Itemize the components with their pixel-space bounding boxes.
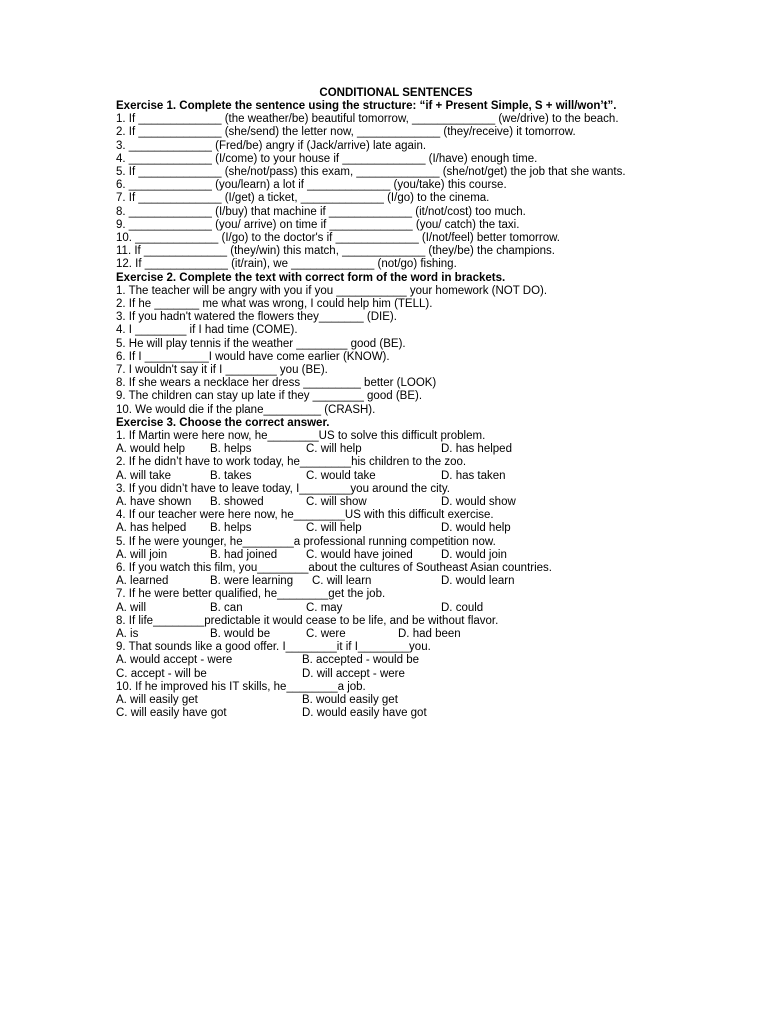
answer-options-row [116, 496, 656, 509]
exercise-2-list [116, 285, 656, 417]
exercise-1-item: 12. If _____________ (it/rain), we _____________ (not/go) fishing. [116, 258, 457, 271]
answer-option[interactable]: A. will easily get [116, 693, 198, 706]
exercise-2-heading: Exercise 2. Complete the text with correct form of the word in brackets. [116, 271, 506, 284]
exercise-2-item: 6. If I __________I would have come earlier (KNOW). [116, 350, 390, 363]
answer-option[interactable]: A. would accept - were [116, 654, 233, 667]
answer-option[interactable]: C. may [306, 601, 343, 614]
exercise-2-item: 2. If he _______ me what was wrong, I could help him (TELL). [116, 298, 433, 311]
answer-option[interactable]: D. could [441, 601, 484, 614]
answer-option[interactable]: A. learned [116, 575, 169, 588]
answer-option[interactable]: A. will join [116, 548, 168, 561]
answer-option[interactable]: C. would have joined [306, 548, 413, 561]
answer-option[interactable]: C. accept - will be [116, 667, 207, 680]
exercise-1-item: 5. If _____________ (she/not/pass) this exam, _____________ (she/not/get) the job that she wants. [116, 166, 626, 179]
exercise-1-item: 8. _____________ (I/buy) that machine if _____________ (it/not/cost) too much. [116, 205, 526, 218]
exercise-2-item: 7. I wouldn't say it if I ________ you (BE). [116, 364, 328, 377]
exercise-1-item: 1. If _____________ (the weather/be) beautiful tomorrow, _____________ (we/drive) to the beach. [116, 113, 619, 126]
answer-option[interactable]: D. would help [441, 522, 511, 535]
question-text: 3. If you didn’t have to leave today, I________you around the city. [116, 482, 450, 495]
exercise-3-list [116, 430, 656, 720]
answer-option[interactable]: B. had joined [210, 548, 278, 561]
exercise-2-item: 8. If she wears a necklace her dress _________ better (LOOK) [116, 377, 437, 390]
exercise-1-list [116, 113, 656, 271]
exercise-1-item: 2. If _____________ (she/send) the letter now, _____________ (they/receive) it tomorrow. [116, 126, 576, 139]
exercise-1-item: 6. _____________ (you/learn) a lot if _____________ (you/take) this course. [116, 179, 507, 192]
answer-option[interactable]: C. will learn [312, 575, 372, 588]
answer-option[interactable]: A. has helped [116, 522, 187, 535]
answer-option[interactable]: D. will accept - were [302, 667, 405, 680]
exercise-1-item: 4. _____________ (I/come) to your house if _____________ (I/have) enough time. [116, 152, 538, 165]
exercise-1-item: 3. _____________ (Fred/be) angry if (Jack/arrive) late again. [116, 139, 427, 152]
worksheet-content [116, 86, 656, 720]
answer-option[interactable]: D. has helped [441, 443, 512, 456]
answer-options-row [116, 470, 656, 483]
exercise-2-item: 10. We would die if the plane_________ (CRASH). [116, 403, 376, 416]
answer-options-row [116, 575, 656, 588]
answer-option[interactable]: C. will easily have got [116, 707, 227, 720]
answer-option[interactable]: C. will help [306, 443, 362, 456]
question-text: 2. If he didn’t have to work today, he________his children to the zoo. [116, 456, 467, 469]
answer-option[interactable]: A. will [116, 601, 147, 614]
question-text: 9. That sounds like a good offer. I________it if I________you. [116, 641, 431, 654]
answer-option[interactable]: B. helps [210, 522, 252, 535]
answer-options-row [116, 707, 656, 720]
question-text: 8. If life________predictable it would cease to be life, and be without flavor. [116, 614, 499, 627]
answer-option[interactable]: B. were learning [210, 575, 294, 588]
page-title: CONDITIONAL SENTENCES [319, 87, 473, 99]
exercise-1-item: 10. _____________ (I/go) to the doctor's if _____________ (I/not/feel) better tomorrow. [116, 232, 560, 245]
exercise-1-item: 9. _____________ (you/ arrive) on time if _____________ (you/ catch) the taxi. [116, 218, 520, 231]
answer-option[interactable]: D. would learn [441, 575, 515, 588]
question-text: 7. If he were better qualified, he________get the job. [116, 588, 386, 601]
question-text: 4. If our teacher were here now, he________US with this difficult exercise. [116, 509, 494, 522]
exercise-1-item: 11. If _____________ (they/win) this match, _____________ (they/be) the champions. [116, 245, 555, 258]
question-text: 10. If he improved his IT skills, he________a job. [116, 680, 366, 693]
answer-option[interactable]: B. helps [210, 443, 252, 456]
answer-option[interactable]: A. is [116, 628, 139, 641]
answer-option[interactable]: D. had been [398, 628, 461, 641]
question-text: 5. If he were younger, he________a professional running competition now. [116, 535, 496, 548]
answer-option[interactable]: C. will help [306, 522, 362, 535]
answer-options-row [116, 443, 656, 456]
answer-option[interactable]: D. has taken [441, 469, 506, 482]
exercise-1-heading: Exercise 1. Complete the sentence using the structure: “if + Present Simple, S + will/won’t”. [116, 100, 617, 112]
answer-option[interactable]: B. would be [210, 628, 271, 641]
answer-option[interactable]: A. have shown [116, 496, 192, 509]
exercise-2-item: 9. The children can stay up late if they ________ good (BE). [116, 390, 423, 403]
exercise-3-heading: Exercise 3. Choose the correct answer. [116, 416, 330, 429]
question-text: 1. If Martin were here now, he________US to solve this difficult problem. [116, 430, 486, 443]
answer-options-row [116, 602, 656, 615]
answer-option[interactable]: C. will show [306, 496, 367, 509]
exercise-2-item: 4. I ________ if I had time (COME). [116, 324, 298, 337]
answer-option[interactable]: B. would easily get [302, 693, 398, 706]
answer-option[interactable]: D. would join [441, 548, 507, 561]
answer-option[interactable]: A. will take [116, 469, 171, 482]
answer-options-row [116, 522, 656, 535]
answer-options-row [116, 668, 656, 681]
answer-options-row [116, 549, 656, 562]
exercise-2-item: 5. He will play tennis if the weather ________ good (BE). [116, 337, 406, 350]
answer-option[interactable]: D. would show [441, 496, 516, 509]
answer-option[interactable]: D. would easily have got [302, 707, 427, 720]
answer-option[interactable]: C. were [306, 628, 346, 641]
question-text: 6. If you watch this film, you________about the cultures of Southeast Asian countries. [116, 562, 552, 575]
answer-option[interactable]: B. showed [210, 496, 264, 509]
answer-options-row [116, 694, 656, 707]
exercise-2-item: 1. The teacher will be angry with you if you ___________ your homework (NOT DO). [116, 284, 548, 297]
answer-option[interactable]: B. takes [210, 469, 252, 482]
exercise-1-item: 7. If _____________ (I/get) a ticket, _____________ (I/go) to the cinema. [116, 192, 490, 205]
answer-options-row [116, 628, 656, 641]
answer-option[interactable]: B. accepted - would be [302, 654, 419, 667]
exercise-2-item: 3. If you hadn't watered the flowers they_______ (DIE). [116, 311, 397, 324]
answer-options-row [116, 654, 656, 667]
answer-option[interactable]: B. can [210, 601, 243, 614]
answer-option[interactable]: C. would take [306, 469, 376, 482]
answer-option[interactable]: A. would help [116, 443, 186, 456]
